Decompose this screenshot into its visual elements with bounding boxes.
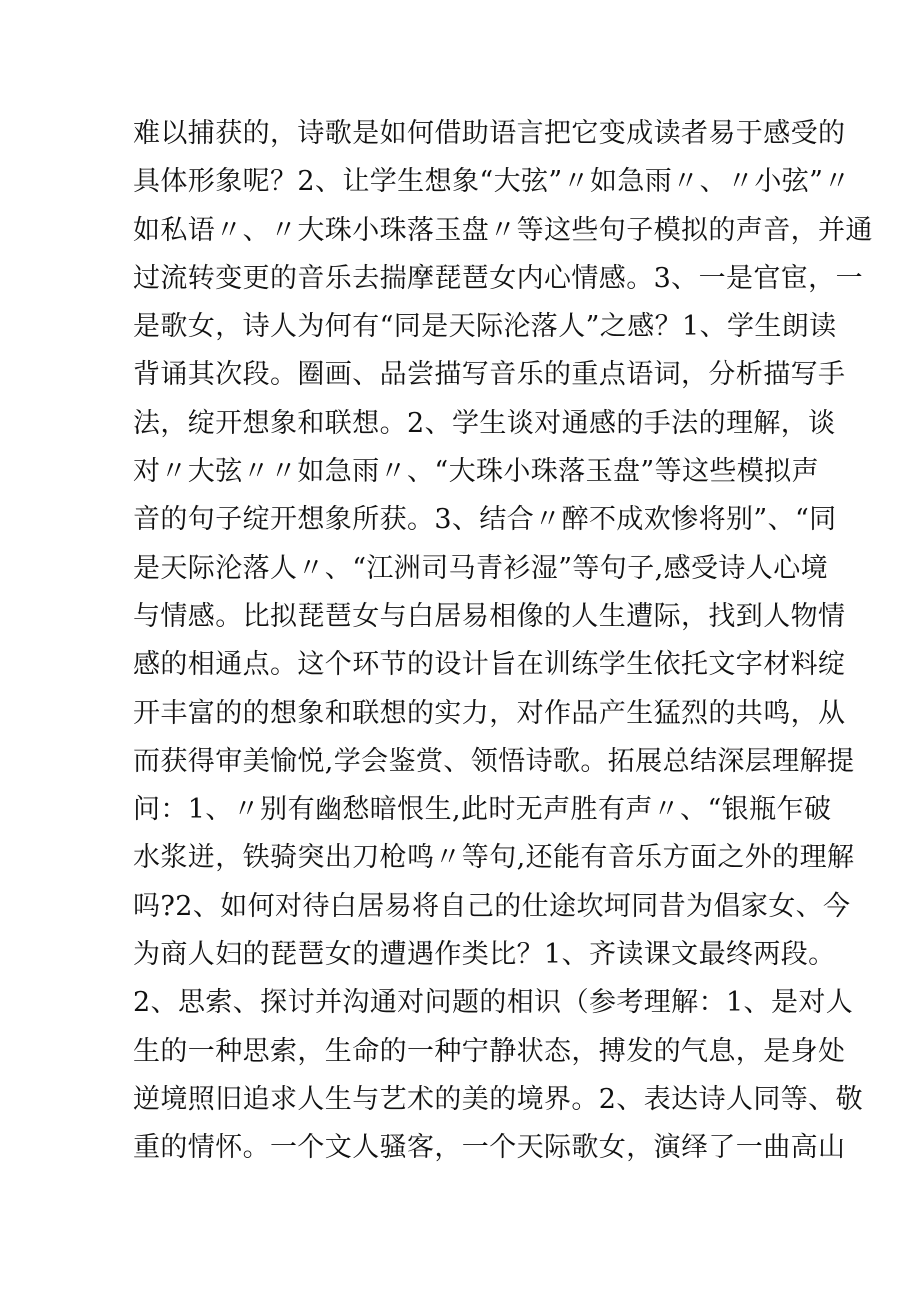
text-line: 生的一种思索，生命的一种宁静状态，搏发的气息，是身处 <box>133 1035 846 1067</box>
text-line: 2、思索、探讨并沟通对问题的相识（参考理解：1、是对人 <box>133 987 854 1019</box>
text-line: 重的情怀。一个文人骚客，一个天际歌女，演绎了一曲高山 <box>133 1132 846 1164</box>
text-line: 过流转变更的音乐去揣摩琵琶女内心情感。3、一是官宦，一 <box>133 262 863 294</box>
text-line: 吗?2、如何对待白居易将自己的仕途坎坷同昔为倡家女、今 <box>133 890 851 922</box>
text-line: 音的句子绽开想象所获。3、结合〃醉不成欢惨将别”、“同 <box>133 504 837 536</box>
text-line: 法，绽开想象和联想。2、学生谈对通感的手法的理解，谈 <box>133 407 836 439</box>
body-text <box>133 110 873 1173</box>
text-line: 而获得审美愉悦,学会鉴赏、领悟诗歌。拓展总结深层理解提 <box>133 745 855 777</box>
text-line: 如私语〃、〃大珠小珠落玉盘〃等这些句子模拟的声音，并通 <box>133 214 873 246</box>
text-line: 是天际沦落人〃、“江洲司马青衫湿”等句子,感受诗人心境 <box>133 552 828 584</box>
text-line: 感的相通点。这个环节的设计旨在训练学生依托文字材料绽 <box>133 649 846 681</box>
text-line: 是歌女，诗人为何有“同是天际沦落人”之感？1、学生朗读 <box>133 311 837 343</box>
text-line: 问：1、〃别有幽愁暗恨生,此时无声胜有声〃、“银瓶乍破 <box>133 794 832 826</box>
text-line: 背诵其次段。圈画、品尝描写音乐的重点语词，分析描写手 <box>133 359 846 391</box>
text-line: 水浆迸，铁骑突出刀枪鸣〃等句,还能有音乐方面之外的理解 <box>133 842 855 874</box>
text-line: 开丰富的的想象和联想的实力，对作品产生猛烈的共鸣，从 <box>133 697 846 729</box>
text-line: 具体形象呢？2、让学生想象“大弦”〃如急雨〃、〃小弦”〃 <box>133 166 851 198</box>
text-line: 逆境照旧追求人生与艺术的美的境界。2、表达诗人同等、敬 <box>133 1083 863 1115</box>
text-line: 为商人妇的琵琶女的遭遇作类比？1、齐读课文最终两段。 <box>133 939 836 971</box>
text-line: 与情感。比拟琵琶女与白居易相像的人生遭际，找到人物情 <box>133 600 846 632</box>
text-line: 难以捕获的，诗歌是如何借助语言把它变成读者易于感受的 <box>133 118 846 149</box>
text-line: 对〃大弦〃〃如急雨〃、“大珠小珠落玉盘”等这些模拟声 <box>133 456 820 488</box>
